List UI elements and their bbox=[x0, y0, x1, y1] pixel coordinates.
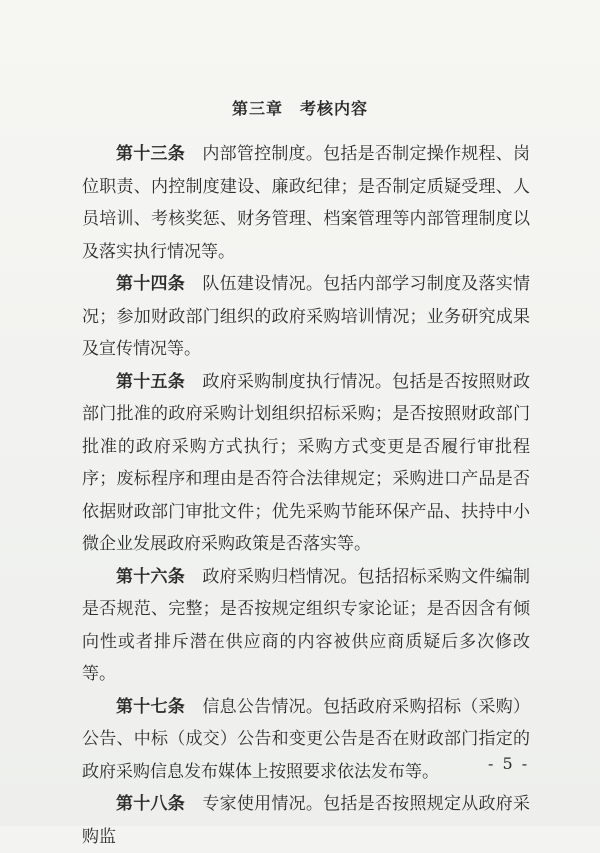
article-15 bbox=[82, 366, 530, 561]
article-18 bbox=[82, 788, 530, 853]
page-number: - 5 - bbox=[488, 754, 530, 773]
article-17 bbox=[82, 691, 530, 789]
article-13 bbox=[82, 138, 530, 268]
article-number: 第十四条 bbox=[116, 274, 186, 294]
article-text: 政府采购制度执行情况。包括是否按照财政部门批准的政府采购计划组织招标采购；是否按照财政部门批准的政府采购方式执行；采购方式变更是否履行审批程序；废标程序和理由是否符合法律规定；采购进口产品是否依据财政部门审批文件；优先采购节能环保产品、扶持中小微企业发展政府采购政策是否落实等。 bbox=[82, 371, 531, 554]
article-text: 信息公告情况。包括政府采购招标（采购）公告、中标（成交）公告和变更公告是否在财政部门指定的政府采购信息发布媒体上按照要求依法发布等。 bbox=[82, 696, 531, 782]
article-text: 内部管控制度。包括是否制定操作规程、岗位职责、内控制度建设、廉政纪律；是否制定质疑受理、人员培训、考核奖惩、财务管理、档案管理等内部管理制度以及落实执行情况等。 bbox=[82, 144, 531, 262]
article-number: 第十三条 bbox=[116, 144, 186, 164]
document-body bbox=[82, 138, 530, 853]
article-16 bbox=[82, 561, 530, 691]
article-number: 第十七条 bbox=[116, 696, 186, 717]
article-text: 专家使用情况。包括是否按照规定从政府采购监 bbox=[82, 794, 531, 847]
chapter-title: 第三章 考核内容 bbox=[231, 99, 368, 118]
article-number: 第十八条 bbox=[116, 794, 186, 814]
article-number: 第十六条 bbox=[116, 566, 186, 587]
article-text: 政府采购归档情况。包括招标采购文件编制是否规范、完整；是否按规定组织专家论证；是否因含有倾向性或者排斥潜在供应商的内容被供应商质疑后多次修改等。 bbox=[82, 566, 531, 684]
article-14 bbox=[82, 268, 530, 366]
article-text: 队伍建设情况。包括内部学习制度及落实情况；参加财政部门组织的政府采购培训情况；业务研究成果及宣传情况等。 bbox=[82, 274, 531, 359]
article-number: 第十五条 bbox=[116, 371, 186, 392]
